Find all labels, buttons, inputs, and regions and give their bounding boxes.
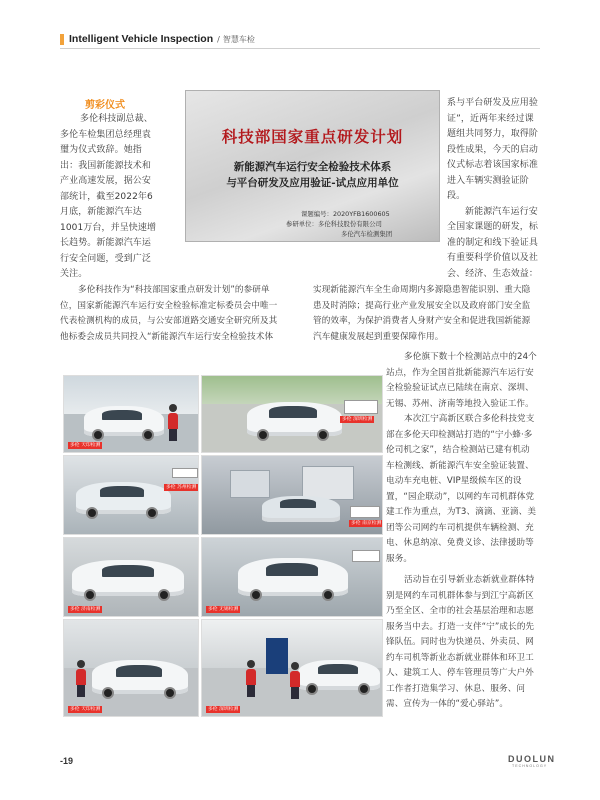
photo-tag: 多伦 天印检测 <box>70 443 101 448</box>
brand-logo: DUOLUN <box>508 754 556 764</box>
text-line: 别是网约车司机群体参与到江宁高新区 <box>386 590 534 601</box>
text-line: 电、休息纳凉、免费义诊、法律援助等 <box>386 538 534 548</box>
text-line: 部统计，截至2022年6 <box>60 191 153 202</box>
photo-tag: 多伦 济南检测 <box>70 607 101 612</box>
text-line: 仪式标志着该国家标准 <box>447 160 539 170</box>
photo-station-5 <box>63 537 199 617</box>
text-line: 汽车健康发展起到重要保障作用。 <box>313 331 444 342</box>
award-plaque <box>185 90 440 242</box>
text-line: 患及时消除；提高行业产业发展安全以及政府部门安全监 <box>313 300 531 311</box>
plaque-unit-1: 参研单位：多伦科技股份有限公司 <box>286 220 382 228</box>
text-line: 全国家课题的研发，标 <box>447 222 539 232</box>
text-line: 代表检测机构的成员，与公安部道路交通安全研究所及其 <box>60 316 278 326</box>
text-line: 系与平台研发及应用验 <box>447 98 539 108</box>
plaque-unit-2: 多伦汽车检测集团 <box>341 230 393 238</box>
left-column-text <box>60 112 182 283</box>
text-line: 段性成果，今天的启动 <box>447 144 539 155</box>
text-line: 1001万台，并呈快速增 <box>60 222 157 233</box>
text-line: 电动车充电桩、VIP星级候车区的设 <box>386 476 522 486</box>
plaque-subtitle-2: 与平台研发及应用验证-试点应用单位 <box>226 177 399 189</box>
text-line: 题组共同努力，取得阶 <box>447 129 539 139</box>
text-line: 新能源汽车运行安 <box>465 206 538 217</box>
text-line: 锋队伍。同时也为快递员、外卖员、网 <box>386 637 534 647</box>
text-line: 出：我国新能源技术和 <box>60 160 152 171</box>
text-line: 人、建筑工人、停车管理员等广大户外 <box>386 668 534 678</box>
photo-tag: 多伦 南京检测 <box>351 521 382 526</box>
page-number: -19 <box>60 756 74 766</box>
photo-station-8 <box>201 619 383 717</box>
text-line: 需、宣传为一体的“爱心驿站”。 <box>386 699 509 709</box>
text-line: 会、经济、生态效益： <box>447 268 539 279</box>
header-title-en: Intelligent Vehicle Inspection <box>69 33 214 45</box>
text-line: 关注。 <box>60 269 88 279</box>
photo-station-3 <box>63 455 199 535</box>
photo-tag: 多伦 深圳检测 <box>208 707 239 712</box>
text-line: 约车司机等新业态新就业群体和环卫工 <box>386 652 534 663</box>
plaque-title: 科技部国家重点研发计划 <box>221 127 404 146</box>
photo-tag: 多伦 天印检测 <box>70 707 101 712</box>
text-line: 有重要科学价值以及社 <box>447 253 539 263</box>
text-line: 准的制定和线下验证具 <box>447 237 539 248</box>
photo-tag: 多伦 无锡检测 <box>208 607 239 612</box>
photo-tag: 多伦 深圳检测 <box>342 417 373 422</box>
text-line: 段。 <box>447 191 466 201</box>
photo-tag: 多伦 苏州检测 <box>166 485 197 490</box>
text-line: 多伦旗下数十个检测站点中的24个 <box>404 352 537 362</box>
text-line: 多伦科技作为“科技部国家重点研发计划”的参研单 <box>78 285 270 295</box>
right-column-text <box>386 350 549 713</box>
text-line: 部在多伦天印检测站打造的“宁小蜂·多 <box>386 429 533 440</box>
text-line: 长趋势。新能源汽车运 <box>60 238 152 248</box>
section-title: 剪彩仪式 <box>85 100 125 111</box>
photo-station-4 <box>201 455 383 535</box>
brand-logo-sub: TECHNOLOGY <box>512 764 548 768</box>
text-line: 建工作为重点，为T3、滴滴、亚滴、美 <box>386 507 537 517</box>
continuation-paragraph <box>313 283 553 345</box>
text-line: 站点，作为全国首批新能源汽车运行安 <box>386 367 534 378</box>
photo-station-2 <box>201 375 383 453</box>
text-line: 进入车辆实测验证阶 <box>447 175 529 186</box>
text-line: 活动旨在引导新业态新就业群体特 <box>404 575 535 585</box>
text-line: 乃至全区、全市的社会基层治理和志愿 <box>386 606 534 616</box>
photo-station-1 <box>63 375 199 453</box>
header-title-zh: 智慧车检 <box>222 34 255 44</box>
text-line: 车检测线、新能源汽车安全验证装置、 <box>386 460 534 471</box>
middle-paragraph <box>60 283 310 345</box>
text-line: 多伦车检集团总经理袁 <box>60 129 152 140</box>
header-rule <box>60 48 540 49</box>
text-line: 伦司机之家”，结合检测站已建有机动 <box>386 445 530 455</box>
page-header <box>60 33 255 45</box>
text-line: 工作者打造集学习、休息、服务、问 <box>386 683 526 694</box>
text-line: 置，“园企联动”，以网约车司机群体党 <box>386 491 535 502</box>
text-line: 位，国家新能源汽车运行安全检验标准定标委员会中唯一 <box>60 300 278 311</box>
text-line: 本次江宁高新区联合多伦科技党支 <box>404 414 535 424</box>
text-line: 月底，新能源汽车达 <box>60 207 142 217</box>
photo-station-7 <box>63 619 199 717</box>
text-line: 他标委会成员共同投入“新能源汽车运行安全检验技术体 <box>60 331 274 342</box>
text-line: 管的效率，为保护消费者人身财产安全和促进我国新能源 <box>313 316 531 326</box>
text-line: 多伦科技副总裁、 <box>80 114 153 124</box>
text-line: 证”，近两年来经过课 <box>447 113 534 124</box>
header-accent-bar <box>60 34 64 45</box>
text-line: 产业高速发展，据公安 <box>60 176 152 186</box>
text-line: 实现新能源汽车全生命周期内多源隐患智能识别、重大隐 <box>313 285 531 295</box>
plaque-subtitle-1: 新能源汽车运行安全检验技术体系 <box>233 161 392 173</box>
text-line: 璽为仪式致辞。她指 <box>60 145 142 155</box>
right-top-text <box>447 96 547 282</box>
text-line: 全检验验证试点已陆续在南京、深圳、 <box>386 383 534 393</box>
photo-station-6 <box>201 537 383 617</box>
text-line: 行安全问题，受到广泛 <box>60 253 152 264</box>
text-line: 团等公司网约车司机提供车辆检测、充 <box>386 522 534 533</box>
plaque-code: 课题编号：2020YFB1600605 <box>301 210 390 218</box>
text-line: 服务。 <box>386 553 413 564</box>
text-line: 服务当中去。打造一支伴“宁”成长的先 <box>386 621 535 632</box>
text-line: 无锡、苏州、济南等地投入验证工作。 <box>386 398 534 409</box>
header-divider: / <box>217 34 220 44</box>
